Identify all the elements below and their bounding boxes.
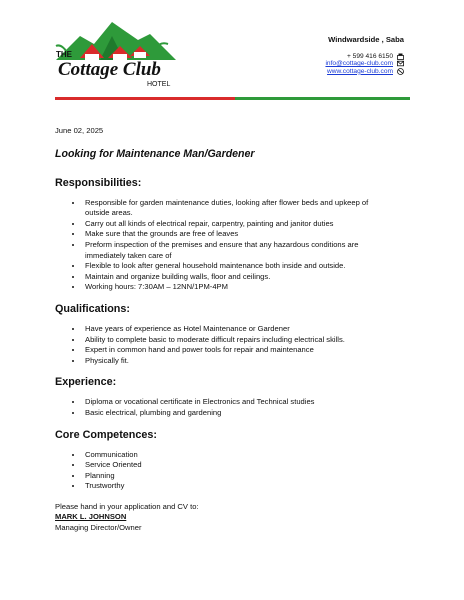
divider-red-segment: [55, 97, 235, 100]
contact-block: [325, 36, 404, 75]
globe-icon: [397, 68, 404, 75]
list-item: • Expert in common hand and power tools for repair and maintenance: [83, 345, 390, 356]
list-item: • Preform inspection of the premises and ensure that any hazardous conditions are immediately taken care of: [83, 240, 390, 261]
contact-email-row[interactable]: [325, 60, 404, 68]
list-item: • Working hours: 7:30AM – 12NN/1PM-4PM: [83, 282, 390, 293]
list-item: • Basic electrical, plumbing and gardening: [83, 408, 390, 419]
logo-hotel-text: HOTEL: [147, 81, 171, 88]
section-heading-core-competences: Core Competences:: [55, 428, 157, 441]
letter-body: [55, 126, 390, 534]
contact-phone-row: [325, 53, 404, 61]
core-competences-list: [55, 450, 390, 492]
list-item: • Physically fit.: [83, 356, 390, 367]
contact-person-name: MARK L. JOHNSON: [55, 512, 127, 522]
qualifications-list: [55, 324, 390, 366]
list-item: • Trustworthy: [83, 481, 390, 492]
email-link[interactable]: info@cottage-club.com: [325, 60, 393, 68]
section-heading-qualifications: Qualifications:: [55, 302, 130, 315]
logo-brand-text: Cottage Club: [58, 59, 161, 80]
section-heading-experience: Experience:: [55, 376, 117, 389]
list-item: • Service Oriented: [83, 460, 390, 471]
experience-list: [55, 397, 390, 418]
list-item: • Communication: [83, 450, 390, 461]
list-item: • Maintain and organize building walls, floor and ceilings.: [83, 272, 390, 283]
hotel-logo: [50, 14, 182, 90]
list-item: • Flexible to look after general household maintenance both inside and outside.: [83, 261, 390, 272]
website-link[interactable]: www.cottage-club.com: [327, 67, 393, 75]
closing-instruction: Please hand in your application and CV to:: [55, 501, 199, 511]
phone-number: + 599 416 6150: [346, 52, 393, 60]
divider-green-segment: [235, 97, 410, 100]
contact-person-role: Managing Director/Owner: [55, 523, 142, 533]
contact-website-row[interactable]: [325, 68, 404, 76]
list-item: • Carry out all kinds of electrical repair, carpentry, painting and janitor duties: [83, 219, 390, 230]
section-heading-responsibilities: Responsibilities:: [55, 176, 142, 189]
list-item: • Diploma or vocational certificate in Electronics and Technical studies: [83, 397, 390, 408]
job-title: Looking for Maintenance Man/Gardener: [55, 147, 255, 160]
list-item: • Ability to complete basic to moderate difficult repairs including electrical skills.: [83, 335, 390, 346]
list-item: • Make sure that the grounds are free of leaves: [83, 229, 390, 240]
location-text: Windwardside , Saba: [328, 35, 404, 44]
list-item: • Have years of experience as Hotel Maintenance or Gardener: [83, 324, 390, 335]
list-item: • Responsible for garden maintenance duties, looking after flower beds and upkeep of outside areas.: [83, 198, 390, 219]
mail-icon: [397, 60, 404, 67]
logo-the-text: THE: [56, 50, 72, 59]
letter-date: June 02, 2025: [55, 126, 104, 135]
phone-icon: [397, 53, 404, 60]
header-divider: [55, 97, 410, 100]
list-item: • Planning: [83, 471, 390, 482]
responsibilities-list: [55, 198, 390, 293]
closing-block: [55, 502, 390, 534]
